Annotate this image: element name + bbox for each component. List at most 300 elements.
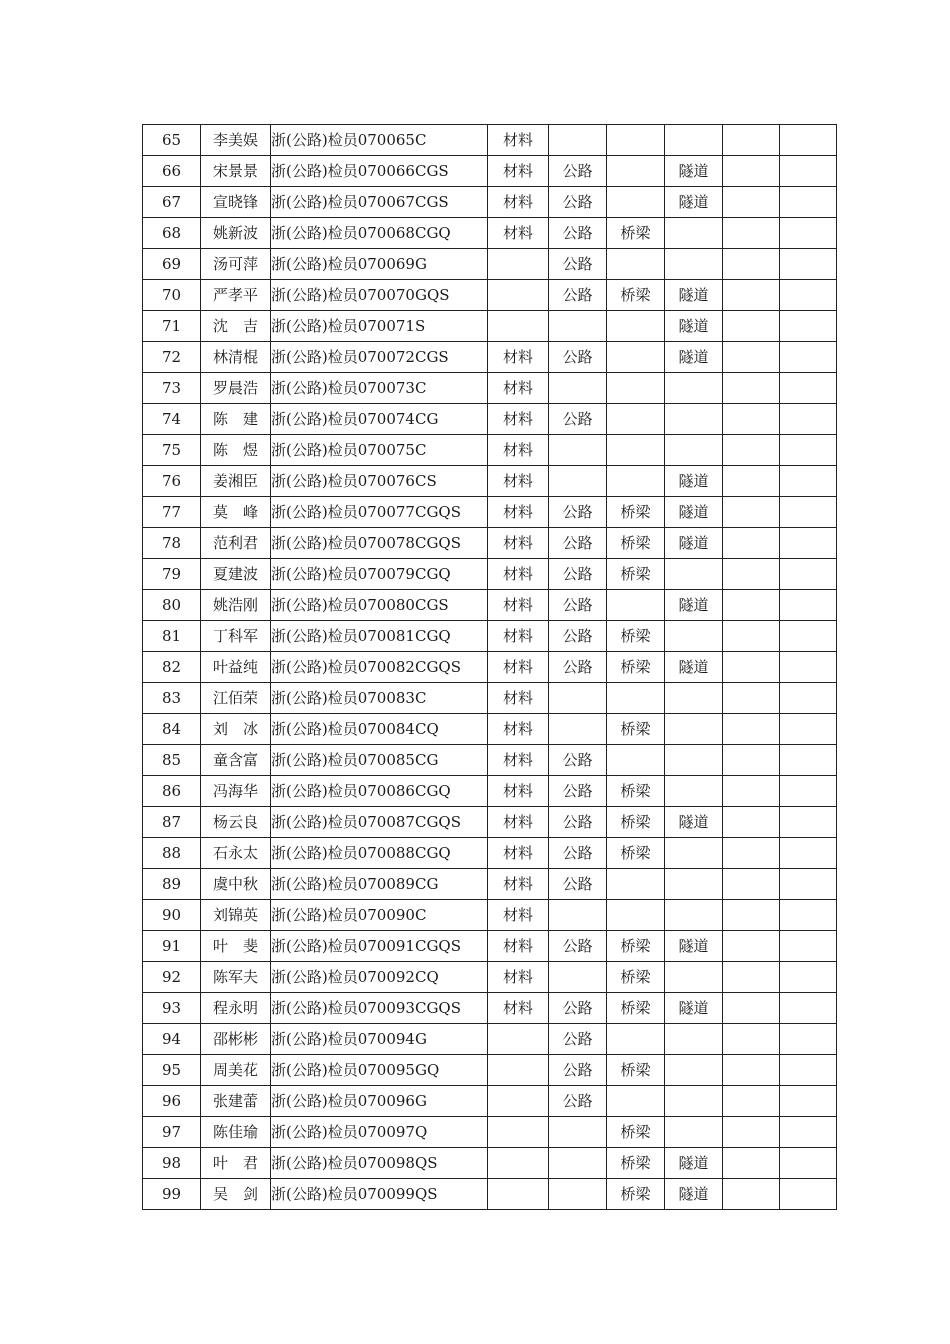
category-tunnel: 隧道 xyxy=(665,156,723,187)
table-row xyxy=(143,373,837,404)
category-bridge xyxy=(607,187,665,218)
category-materials: 材料 xyxy=(488,435,549,466)
table-row xyxy=(143,218,837,249)
category-bridge: 桥梁 xyxy=(607,497,665,528)
category-extra-1 xyxy=(723,1179,780,1210)
row-number: 95 xyxy=(143,1055,201,1086)
category-extra-2 xyxy=(780,993,837,1024)
category-highway xyxy=(549,373,607,404)
category-extra-2 xyxy=(780,373,837,404)
inspector-name: 周美花 xyxy=(201,1055,271,1086)
category-materials: 材料 xyxy=(488,590,549,621)
category-extra-1 xyxy=(723,900,780,931)
table-row xyxy=(143,156,837,187)
category-extra-1 xyxy=(723,621,780,652)
category-tunnel xyxy=(665,373,723,404)
category-highway xyxy=(549,466,607,497)
roster-body xyxy=(143,125,837,1210)
category-bridge xyxy=(607,683,665,714)
row-number: 92 xyxy=(143,962,201,993)
inspector-name: 石永太 xyxy=(201,838,271,869)
inspector-name: 程永明 xyxy=(201,993,271,1024)
category-extra-2 xyxy=(780,342,837,373)
category-tunnel: 隧道 xyxy=(665,528,723,559)
category-materials: 材料 xyxy=(488,497,549,528)
category-tunnel: 隧道 xyxy=(665,931,723,962)
row-number: 98 xyxy=(143,1148,201,1179)
category-highway: 公路 xyxy=(549,156,607,187)
category-materials xyxy=(488,1024,549,1055)
category-extra-2 xyxy=(780,1024,837,1055)
category-tunnel xyxy=(665,621,723,652)
row-number: 68 xyxy=(143,218,201,249)
row-number: 69 xyxy=(143,249,201,280)
category-extra-2 xyxy=(780,559,837,590)
inspector-name: 叶 斐 xyxy=(201,931,271,962)
category-extra-1 xyxy=(723,1024,780,1055)
certificate-number: 浙(公路)检员070068CGQ xyxy=(271,218,488,249)
category-tunnel xyxy=(665,404,723,435)
category-highway xyxy=(549,683,607,714)
row-number: 73 xyxy=(143,373,201,404)
category-highway: 公路 xyxy=(549,404,607,435)
category-materials: 材料 xyxy=(488,962,549,993)
category-highway xyxy=(549,311,607,342)
category-bridge xyxy=(607,404,665,435)
row-number: 70 xyxy=(143,280,201,311)
category-tunnel xyxy=(665,559,723,590)
category-materials: 材料 xyxy=(488,931,549,962)
category-extra-1 xyxy=(723,962,780,993)
category-highway xyxy=(549,435,607,466)
category-bridge: 桥梁 xyxy=(607,776,665,807)
table-row xyxy=(143,342,837,373)
category-highway: 公路 xyxy=(549,559,607,590)
category-extra-2 xyxy=(780,931,837,962)
row-number: 90 xyxy=(143,900,201,931)
category-tunnel: 隧道 xyxy=(665,590,723,621)
category-highway: 公路 xyxy=(549,280,607,311)
category-tunnel: 隧道 xyxy=(665,280,723,311)
category-highway: 公路 xyxy=(549,838,607,869)
category-highway xyxy=(549,1148,607,1179)
table-row xyxy=(143,1086,837,1117)
category-extra-1 xyxy=(723,125,780,156)
certificate-number: 浙(公路)检员070084CQ xyxy=(271,714,488,745)
table-row xyxy=(143,621,837,652)
category-extra-2 xyxy=(780,745,837,776)
category-materials: 材料 xyxy=(488,559,549,590)
category-extra-2 xyxy=(780,838,837,869)
category-tunnel xyxy=(665,683,723,714)
category-materials: 材料 xyxy=(488,342,549,373)
certificate-number: 浙(公路)检员070067CGS xyxy=(271,187,488,218)
category-materials: 材料 xyxy=(488,776,549,807)
category-highway: 公路 xyxy=(549,590,607,621)
category-highway: 公路 xyxy=(549,621,607,652)
table-row xyxy=(143,125,837,156)
category-extra-1 xyxy=(723,342,780,373)
category-highway xyxy=(549,1179,607,1210)
category-bridge: 桥梁 xyxy=(607,931,665,962)
category-bridge: 桥梁 xyxy=(607,280,665,311)
category-tunnel xyxy=(665,1086,723,1117)
row-number: 80 xyxy=(143,590,201,621)
table-row xyxy=(143,1148,837,1179)
category-extra-1 xyxy=(723,280,780,311)
certificate-number: 浙(公路)检员070093CGQS xyxy=(271,993,488,1024)
category-extra-2 xyxy=(780,869,837,900)
table-row xyxy=(143,280,837,311)
category-extra-1 xyxy=(723,559,780,590)
certificate-number: 浙(公路)检员070099QS xyxy=(271,1179,488,1210)
inspector-name: 冯海华 xyxy=(201,776,271,807)
inspector-name: 童含富 xyxy=(201,745,271,776)
table-row xyxy=(143,187,837,218)
category-highway: 公路 xyxy=(549,869,607,900)
category-highway: 公路 xyxy=(549,187,607,218)
category-materials: 材料 xyxy=(488,218,549,249)
category-bridge xyxy=(607,466,665,497)
inspector-name: 陈 煜 xyxy=(201,435,271,466)
table-row xyxy=(143,1179,837,1210)
category-extra-1 xyxy=(723,1055,780,1086)
category-materials: 材料 xyxy=(488,900,549,931)
category-highway: 公路 xyxy=(549,1024,607,1055)
row-number: 79 xyxy=(143,559,201,590)
table-row xyxy=(143,869,837,900)
inspector-name: 姜湘臣 xyxy=(201,466,271,497)
category-bridge xyxy=(607,1086,665,1117)
category-extra-1 xyxy=(723,497,780,528)
category-bridge xyxy=(607,125,665,156)
row-number: 83 xyxy=(143,683,201,714)
category-highway: 公路 xyxy=(549,342,607,373)
category-tunnel xyxy=(665,125,723,156)
category-extra-1 xyxy=(723,683,780,714)
category-bridge: 桥梁 xyxy=(607,218,665,249)
category-extra-1 xyxy=(723,218,780,249)
category-materials: 材料 xyxy=(488,404,549,435)
row-number: 78 xyxy=(143,528,201,559)
category-materials: 材料 xyxy=(488,993,549,1024)
inspector-name: 罗晨浩 xyxy=(201,373,271,404)
certificate-number: 浙(公路)检员070094G xyxy=(271,1024,488,1055)
inspector-name: 叶益纯 xyxy=(201,652,271,683)
table-row xyxy=(143,528,837,559)
category-extra-2 xyxy=(780,1117,837,1148)
category-extra-2 xyxy=(780,249,837,280)
inspector-name: 邵彬彬 xyxy=(201,1024,271,1055)
category-materials: 材料 xyxy=(488,187,549,218)
table-row xyxy=(143,683,837,714)
category-highway: 公路 xyxy=(549,249,607,280)
category-extra-2 xyxy=(780,218,837,249)
category-tunnel xyxy=(665,869,723,900)
category-tunnel: 隧道 xyxy=(665,187,723,218)
category-extra-2 xyxy=(780,311,837,342)
category-bridge xyxy=(607,342,665,373)
category-extra-2 xyxy=(780,590,837,621)
certificate-number: 浙(公路)检员070079CGQ xyxy=(271,559,488,590)
inspector-name: 范利君 xyxy=(201,528,271,559)
category-extra-2 xyxy=(780,280,837,311)
category-materials xyxy=(488,311,549,342)
category-extra-2 xyxy=(780,497,837,528)
category-materials: 材料 xyxy=(488,838,549,869)
category-extra-1 xyxy=(723,373,780,404)
category-bridge xyxy=(607,311,665,342)
category-tunnel xyxy=(665,714,723,745)
category-highway: 公路 xyxy=(549,1055,607,1086)
category-tunnel xyxy=(665,1117,723,1148)
inspector-roster-table xyxy=(142,124,837,1210)
category-extra-2 xyxy=(780,125,837,156)
category-highway: 公路 xyxy=(549,745,607,776)
category-extra-2 xyxy=(780,187,837,218)
category-tunnel: 隧道 xyxy=(665,807,723,838)
table-row xyxy=(143,497,837,528)
category-bridge xyxy=(607,590,665,621)
inspector-name: 汤可萍 xyxy=(201,249,271,280)
row-number: 99 xyxy=(143,1179,201,1210)
certificate-number: 浙(公路)检员070083C xyxy=(271,683,488,714)
category-materials: 材料 xyxy=(488,807,549,838)
category-bridge: 桥梁 xyxy=(607,1148,665,1179)
table-row xyxy=(143,1055,837,1086)
certificate-number: 浙(公路)检员070065C xyxy=(271,125,488,156)
category-extra-1 xyxy=(723,807,780,838)
inspector-name: 张建蕾 xyxy=(201,1086,271,1117)
category-materials: 材料 xyxy=(488,621,549,652)
category-highway xyxy=(549,1117,607,1148)
table-row xyxy=(143,590,837,621)
category-materials: 材料 xyxy=(488,683,549,714)
category-extra-1 xyxy=(723,590,780,621)
certificate-number: 浙(公路)检员070096G xyxy=(271,1086,488,1117)
inspector-name: 陈 建 xyxy=(201,404,271,435)
row-number: 93 xyxy=(143,993,201,1024)
certificate-number: 浙(公路)检员070090C xyxy=(271,900,488,931)
category-materials xyxy=(488,1117,549,1148)
inspector-name: 李美娱 xyxy=(201,125,271,156)
inspector-name: 吴 剑 xyxy=(201,1179,271,1210)
certificate-number: 浙(公路)检员070080CGS xyxy=(271,590,488,621)
category-extra-1 xyxy=(723,466,780,497)
table-row xyxy=(143,559,837,590)
certificate-number: 浙(公路)检员070086CGQ xyxy=(271,776,488,807)
category-extra-2 xyxy=(780,683,837,714)
row-number: 67 xyxy=(143,187,201,218)
inspector-name: 宋景景 xyxy=(201,156,271,187)
category-extra-1 xyxy=(723,1148,780,1179)
inspector-name: 刘锦英 xyxy=(201,900,271,931)
row-number: 81 xyxy=(143,621,201,652)
category-materials xyxy=(488,249,549,280)
category-highway: 公路 xyxy=(549,776,607,807)
category-bridge: 桥梁 xyxy=(607,652,665,683)
category-bridge xyxy=(607,373,665,404)
inspector-name: 沈 吉 xyxy=(201,311,271,342)
table-row xyxy=(143,714,837,745)
row-number: 82 xyxy=(143,652,201,683)
category-materials: 材料 xyxy=(488,156,549,187)
certificate-number: 浙(公路)检员070091CGQS xyxy=(271,931,488,962)
category-highway: 公路 xyxy=(549,652,607,683)
certificate-number: 浙(公路)检员070087CGQS xyxy=(271,807,488,838)
inspector-name: 莫 峰 xyxy=(201,497,271,528)
category-bridge xyxy=(607,869,665,900)
category-materials xyxy=(488,280,549,311)
certificate-number: 浙(公路)检员070097Q xyxy=(271,1117,488,1148)
row-number: 85 xyxy=(143,745,201,776)
category-tunnel: 隧道 xyxy=(665,993,723,1024)
category-extra-1 xyxy=(723,776,780,807)
category-extra-1 xyxy=(723,1117,780,1148)
table-row xyxy=(143,652,837,683)
category-bridge: 桥梁 xyxy=(607,962,665,993)
category-extra-2 xyxy=(780,900,837,931)
certificate-number: 浙(公路)检员070066CGS xyxy=(271,156,488,187)
certificate-number: 浙(公路)检员070082CGQS xyxy=(271,652,488,683)
category-highway xyxy=(549,962,607,993)
category-materials: 材料 xyxy=(488,125,549,156)
row-number: 89 xyxy=(143,869,201,900)
category-materials xyxy=(488,1179,549,1210)
row-number: 72 xyxy=(143,342,201,373)
category-highway xyxy=(549,714,607,745)
category-extra-1 xyxy=(723,311,780,342)
category-extra-1 xyxy=(723,869,780,900)
category-extra-2 xyxy=(780,621,837,652)
table-row xyxy=(143,311,837,342)
certificate-number: 浙(公路)检员070074CG xyxy=(271,404,488,435)
certificate-number: 浙(公路)检员070073C xyxy=(271,373,488,404)
category-extra-1 xyxy=(723,404,780,435)
table-row xyxy=(143,776,837,807)
category-tunnel xyxy=(665,435,723,466)
category-materials: 材料 xyxy=(488,373,549,404)
category-extra-2 xyxy=(780,962,837,993)
category-highway: 公路 xyxy=(549,528,607,559)
table-row xyxy=(143,1117,837,1148)
certificate-number: 浙(公路)检员070071S xyxy=(271,311,488,342)
inspector-name: 江佰荣 xyxy=(201,683,271,714)
table-row xyxy=(143,404,837,435)
certificate-number: 浙(公路)检员070072CGS xyxy=(271,342,488,373)
category-bridge xyxy=(607,745,665,776)
category-extra-2 xyxy=(780,807,837,838)
inspector-name: 宣晓锋 xyxy=(201,187,271,218)
row-number: 94 xyxy=(143,1024,201,1055)
category-materials xyxy=(488,1086,549,1117)
category-highway: 公路 xyxy=(549,807,607,838)
category-materials: 材料 xyxy=(488,714,549,745)
category-highway xyxy=(549,900,607,931)
category-extra-1 xyxy=(723,528,780,559)
inspector-name: 刘 冰 xyxy=(201,714,271,745)
category-materials xyxy=(488,1055,549,1086)
category-highway: 公路 xyxy=(549,931,607,962)
category-extra-1 xyxy=(723,249,780,280)
category-tunnel: 隧道 xyxy=(665,1148,723,1179)
category-bridge xyxy=(607,900,665,931)
category-bridge: 桥梁 xyxy=(607,1055,665,1086)
category-bridge: 桥梁 xyxy=(607,714,665,745)
category-bridge: 桥梁 xyxy=(607,993,665,1024)
category-extra-2 xyxy=(780,435,837,466)
category-extra-2 xyxy=(780,714,837,745)
category-highway: 公路 xyxy=(549,218,607,249)
category-extra-1 xyxy=(723,745,780,776)
row-number: 88 xyxy=(143,838,201,869)
category-extra-2 xyxy=(780,156,837,187)
row-number: 96 xyxy=(143,1086,201,1117)
row-number: 97 xyxy=(143,1117,201,1148)
table-row xyxy=(143,249,837,280)
category-highway: 公路 xyxy=(549,497,607,528)
category-tunnel xyxy=(665,900,723,931)
category-highway: 公路 xyxy=(549,1086,607,1117)
row-number: 87 xyxy=(143,807,201,838)
inspector-name: 陈佳瑜 xyxy=(201,1117,271,1148)
certificate-number: 浙(公路)检员070081CGQ xyxy=(271,621,488,652)
category-materials: 材料 xyxy=(488,869,549,900)
table-row xyxy=(143,1024,837,1055)
category-extra-1 xyxy=(723,435,780,466)
category-materials: 材料 xyxy=(488,466,549,497)
category-tunnel: 隧道 xyxy=(665,1179,723,1210)
table-row xyxy=(143,745,837,776)
category-bridge xyxy=(607,249,665,280)
table-row xyxy=(143,838,837,869)
inspector-name: 叶 君 xyxy=(201,1148,271,1179)
table-row xyxy=(143,962,837,993)
category-extra-2 xyxy=(780,776,837,807)
table-row xyxy=(143,435,837,466)
certificate-number: 浙(公路)检员070089CG xyxy=(271,869,488,900)
category-bridge xyxy=(607,1024,665,1055)
category-tunnel xyxy=(665,1024,723,1055)
row-number: 84 xyxy=(143,714,201,745)
category-tunnel xyxy=(665,1055,723,1086)
category-extra-2 xyxy=(780,1179,837,1210)
category-materials xyxy=(488,1148,549,1179)
certificate-number: 浙(公路)检员070075C xyxy=(271,435,488,466)
certificate-number: 浙(公路)检员070069G xyxy=(271,249,488,280)
category-extra-2 xyxy=(780,652,837,683)
category-bridge xyxy=(607,435,665,466)
category-bridge: 桥梁 xyxy=(607,1117,665,1148)
category-materials: 材料 xyxy=(488,652,549,683)
row-number: 65 xyxy=(143,125,201,156)
certificate-number: 浙(公路)检员070098QS xyxy=(271,1148,488,1179)
inspector-name: 陈军夫 xyxy=(201,962,271,993)
category-tunnel: 隧道 xyxy=(665,311,723,342)
category-tunnel xyxy=(665,218,723,249)
category-extra-2 xyxy=(780,404,837,435)
inspector-name: 姚新波 xyxy=(201,218,271,249)
category-bridge: 桥梁 xyxy=(607,559,665,590)
category-extra-1 xyxy=(723,714,780,745)
table-row xyxy=(143,931,837,962)
category-materials: 材料 xyxy=(488,745,549,776)
inspector-name: 虞中秋 xyxy=(201,869,271,900)
row-number: 86 xyxy=(143,776,201,807)
certificate-number: 浙(公路)检员070076CS xyxy=(271,466,488,497)
certificate-number: 浙(公路)检员070077CGQS xyxy=(271,497,488,528)
inspector-name: 夏建波 xyxy=(201,559,271,590)
